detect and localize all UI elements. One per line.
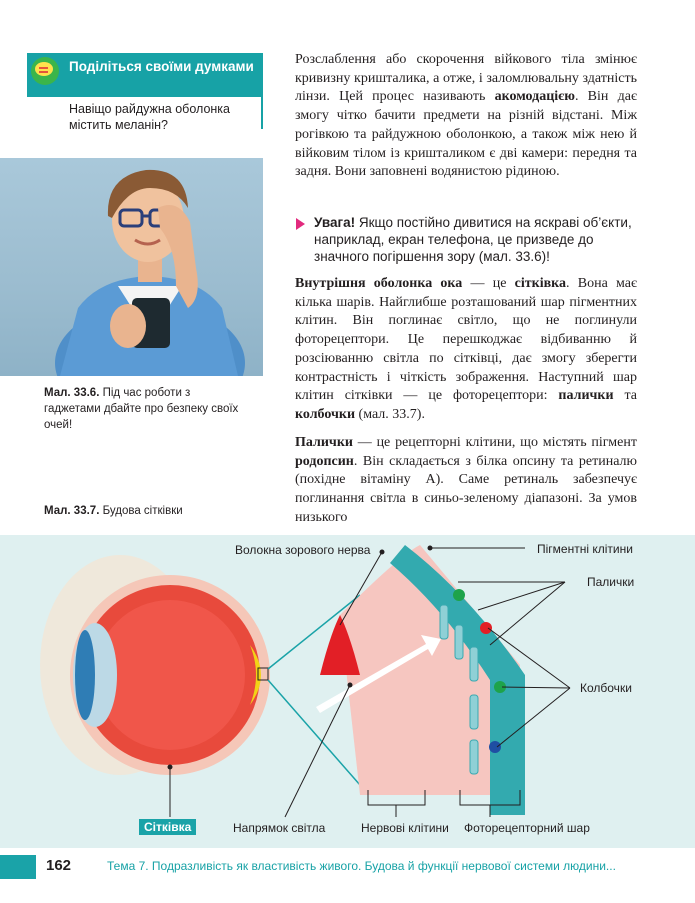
text-run: . Він складається з білка опсину та ретиналю (похідне вітаміну А). Саме ретиналь забезпечує поглинання світла в синьо-зеленому діапазоні. За умов низького [295,453,637,525]
callout-divider [261,53,263,129]
text-run: — це рецепторні клітини, що містять пігмент [352,435,637,450]
label-rods: Палички [587,575,635,589]
label-light-direction: Напрямок світла [233,821,326,835]
label-cones: Колбочки [580,681,632,695]
attention-note [296,214,636,266]
paragraph-rods [295,434,637,528]
text-run: — це [462,276,515,291]
figure-337-caption [44,503,183,519]
term-accommodation: акомодацією [494,89,575,105]
figure-336-caption [44,385,244,433]
text-run: Розслаблення або скорочення війкового тіла змінює кривизну кришталика, а отже, і заломлювальну здатність лінзи. Цей процес називають [295,52,637,105]
term-cones: колбочки [295,406,356,422]
figure-337-label: Мал. 33.7. [44,505,100,517]
paragraph-accommodation [295,51,637,182]
text-run: . Вона має кілька шарів. Найглибше розташований шар пігментних клітин. Він поглинає світло, що не поглинули фоторецептори. Це перешкоджає відбиванню й розсіюванню світла по сітківці, дає змогу зберегти контрастність і чіткість зображення. Наступний шар клітин сітківки — це фоторецептори: [295,276,637,404]
footer-accent-bar [0,855,36,879]
text-run: та [613,388,637,404]
callout-question: Навіщо райдужна оболонка містить меланін? [69,102,230,132]
speech-bubble-icon [31,57,59,85]
label-optic-fibers: Волокна зорового нерва [235,543,371,557]
callout-title: Поділіться своїми думками [69,59,254,74]
boy-with-phone-photo [0,158,263,376]
term-retina: сітківка [514,276,567,291]
figure-336-label: Мал. 33.6. [44,387,100,399]
term-rods-2: Палички [295,435,353,450]
label-retina: Сітківка [139,819,196,835]
term-rods: палички [558,388,614,404]
text-run: . Він дає змогу чітко бачити предмети на різній відстані. Між рогівкою та райдужною оболонкою, а також між нею й війковим тілом із кришталиком є дві камери: передня та задня. Вони заповнені водянистою рідиною. [295,89,637,180]
footer-topic: Тема 7. Подразливість як властивість живого. Будова й функції нервової системи людини... [107,859,616,873]
figure-337-text: Будова сітківки [102,505,183,517]
paragraph-retina [295,275,637,425]
figure-336-text: Під час роботи з гаджетами дбайте про безпеку своїх очей! [44,387,239,431]
term-inner-layer: Внутрішня оболонка ока [295,276,463,291]
text-run: (мал. 33.7). [355,406,425,422]
page-number: 162 [46,857,72,874]
attention-title: Увага! [314,215,356,230]
term-rhodopsin: родопсин [295,453,354,469]
attention-text: Якщо постійно дивитися на яскраві об’єкти, наприклад, екран телефона, це призведе до значного погіршення зору (мал. 33.6)! [314,215,632,265]
label-pigment-cells: Пігментні клітини [537,542,633,556]
label-photoreceptor-layer: Фоторецепторний шар [464,821,590,835]
label-nerve-cells: Нервові клітини [361,821,449,835]
